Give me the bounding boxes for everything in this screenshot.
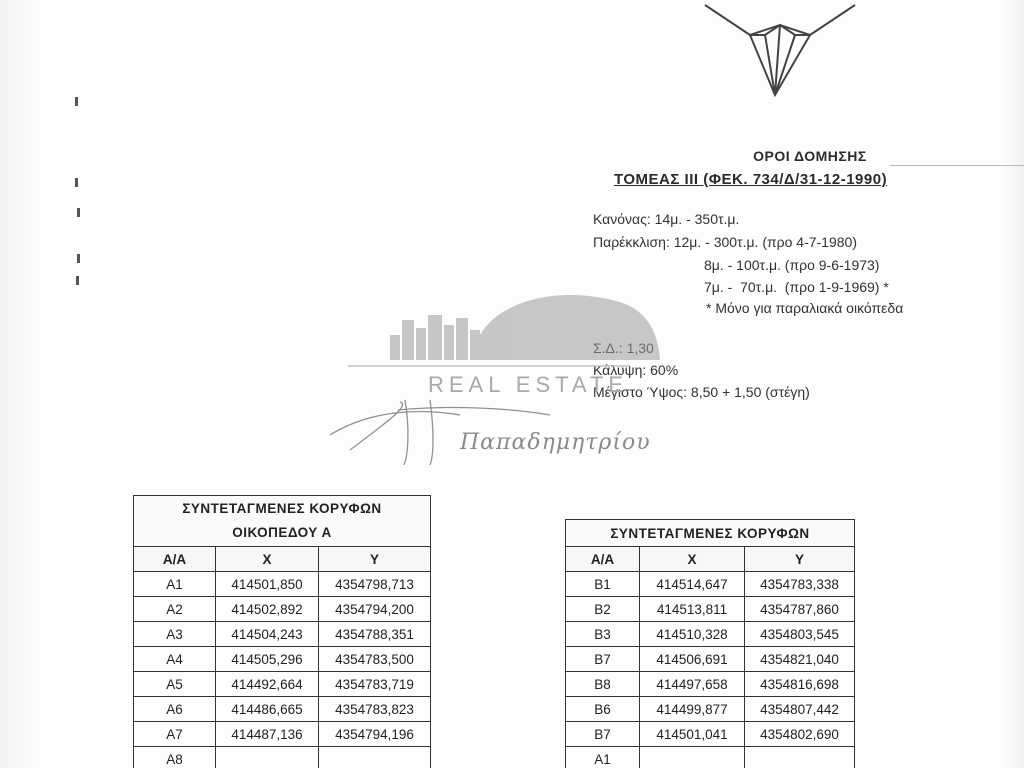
point-id: A1 bbox=[566, 747, 640, 768]
scan-speck bbox=[76, 276, 79, 285]
table-row bbox=[566, 622, 855, 647]
table-row bbox=[566, 572, 855, 597]
x-coordinate: 414492,664 bbox=[216, 672, 319, 697]
y-coordinate: 4354803,545 bbox=[745, 622, 855, 647]
table-row bbox=[134, 672, 431, 697]
x-coordinate: 414497,658 bbox=[640, 672, 745, 697]
y-coordinate: 4354802,690 bbox=[745, 722, 855, 747]
watermark-signature: Παπαδημητρίου bbox=[460, 430, 651, 455]
scan-speck bbox=[77, 254, 80, 263]
table-row bbox=[134, 747, 431, 768]
point-id: A2 bbox=[134, 597, 216, 622]
column-header-y: Y bbox=[745, 547, 855, 572]
y-coordinate: 4354816,698 bbox=[745, 672, 855, 697]
y-coordinate: 4354807,442 bbox=[745, 697, 855, 722]
point-id: B8 bbox=[566, 672, 640, 697]
point-id: A7 bbox=[134, 722, 216, 747]
point-id: A6 bbox=[134, 697, 216, 722]
y-coordinate: 4354798,713 bbox=[319, 572, 431, 597]
scan-speck bbox=[75, 97, 78, 106]
x-coordinate: 414506,691 bbox=[640, 647, 745, 672]
point-id: A3 bbox=[134, 622, 216, 647]
exception-line: 7μ. - 70τ.μ. (προ 1-9-1969) * bbox=[704, 279, 889, 295]
column-header-x: X bbox=[640, 547, 745, 572]
scan-line bbox=[890, 165, 1024, 166]
point-id: B3 bbox=[566, 622, 640, 647]
table-row bbox=[134, 697, 431, 722]
x-coordinate: 414502,892 bbox=[216, 597, 319, 622]
table-a-title bbox=[134, 496, 431, 547]
point-id: B1 bbox=[566, 572, 640, 597]
x-coordinate: 414487,136 bbox=[216, 722, 319, 747]
scan-speck bbox=[75, 178, 78, 187]
point-id: B6 bbox=[566, 697, 640, 722]
y-coordinate: 4354787,860 bbox=[745, 597, 855, 622]
table-row bbox=[134, 722, 431, 747]
coordinates-table-plot-b bbox=[565, 519, 855, 768]
x-coordinate: 414499,877 bbox=[640, 697, 745, 722]
coverage-line: Κάλυψη: 60% bbox=[593, 362, 679, 378]
table-row bbox=[134, 647, 431, 672]
y-coordinate: 4354794,200 bbox=[319, 597, 431, 622]
y-coordinate bbox=[319, 747, 431, 768]
table-row bbox=[566, 747, 855, 768]
y-coordinate: 4354783,500 bbox=[319, 647, 431, 672]
x-coordinate: 414486,665 bbox=[216, 697, 319, 722]
table-row bbox=[134, 597, 431, 622]
table-b-title: ΣΥΝΤΕΤΑΓΜΕΝΕΣ ΚΟΡΥΦΩΝ bbox=[566, 520, 855, 547]
point-id: A8 bbox=[134, 747, 216, 768]
x-coordinate: 414501,850 bbox=[216, 572, 319, 597]
exception-line: 8μ. - 100τ.μ. (προ 9-6-1973) bbox=[704, 257, 880, 273]
rule-line: Κανόνας: 14μ. - 350τ.μ. bbox=[593, 211, 740, 227]
x-coordinate: 414501,041 bbox=[640, 722, 745, 747]
y-coordinate: 4354783,719 bbox=[319, 672, 431, 697]
max-height-line: Μέγιστο Ύψος: 8,50 + 1,50 (στέγη) bbox=[593, 384, 810, 400]
y-coordinate: 4354783,338 bbox=[745, 572, 855, 597]
x-coordinate: 414505,296 bbox=[216, 647, 319, 672]
building-terms-sector: ΤΟΜΕΑΣ ΙΙΙ (ΦΕΚ. 734/Δ/31-12-1990) bbox=[614, 171, 888, 188]
x-coordinate: 414513,811 bbox=[640, 597, 745, 622]
column-header-y: Y bbox=[319, 547, 431, 572]
x-coordinate bbox=[216, 747, 319, 768]
table-row bbox=[566, 672, 855, 697]
point-id: B2 bbox=[566, 597, 640, 622]
table-row bbox=[566, 647, 855, 672]
exception-line: Παρέκκλιση: 12μ. - 300τ.μ. (προ 4-7-1980) bbox=[593, 234, 857, 250]
footnote-line: * Μόνο για παραλιακά οικόπεδα bbox=[706, 300, 904, 316]
scan-speck bbox=[77, 208, 80, 217]
y-coordinate: 4354788,351 bbox=[319, 622, 431, 647]
y-coordinate: 4354821,040 bbox=[745, 647, 855, 672]
point-id: A5 bbox=[134, 672, 216, 697]
star-emblem-icon bbox=[690, 0, 870, 100]
table-row bbox=[566, 597, 855, 622]
watermark-text: REAL ESTATE bbox=[428, 372, 629, 397]
column-header-aa: Α/Α bbox=[566, 547, 640, 572]
x-coordinate: 414514,647 bbox=[640, 572, 745, 597]
x-coordinate: 414504,243 bbox=[216, 622, 319, 647]
y-coordinate bbox=[745, 747, 855, 768]
coordinates-table-plot-a bbox=[133, 495, 431, 768]
table-row bbox=[566, 722, 855, 747]
building-terms-title: ΟΡΟΙ ΔΟΜΗΣΗΣ bbox=[753, 148, 867, 164]
point-id: B7 bbox=[566, 722, 640, 747]
y-coordinate: 4354783,823 bbox=[319, 697, 431, 722]
point-id: A4 bbox=[134, 647, 216, 672]
table-row bbox=[134, 572, 431, 597]
y-coordinate: 4354794,196 bbox=[319, 722, 431, 747]
point-id: B7 bbox=[566, 647, 640, 672]
table-row bbox=[566, 697, 855, 722]
column-header-aa: Α/Α bbox=[134, 547, 216, 572]
table-row bbox=[134, 622, 431, 647]
table-a-title-line2: ΟΙΚΟΠΕΔΟΥ Α bbox=[232, 525, 332, 540]
table-a-title-line1: ΣΥΝΤΕΤΑΓΜΕΝΕΣ ΚΟΡΥΦΩΝ bbox=[182, 501, 382, 516]
column-header-x: X bbox=[216, 547, 319, 572]
x-coordinate bbox=[640, 747, 745, 768]
x-coordinate: 414510,328 bbox=[640, 622, 745, 647]
point-id: A1 bbox=[134, 572, 216, 597]
